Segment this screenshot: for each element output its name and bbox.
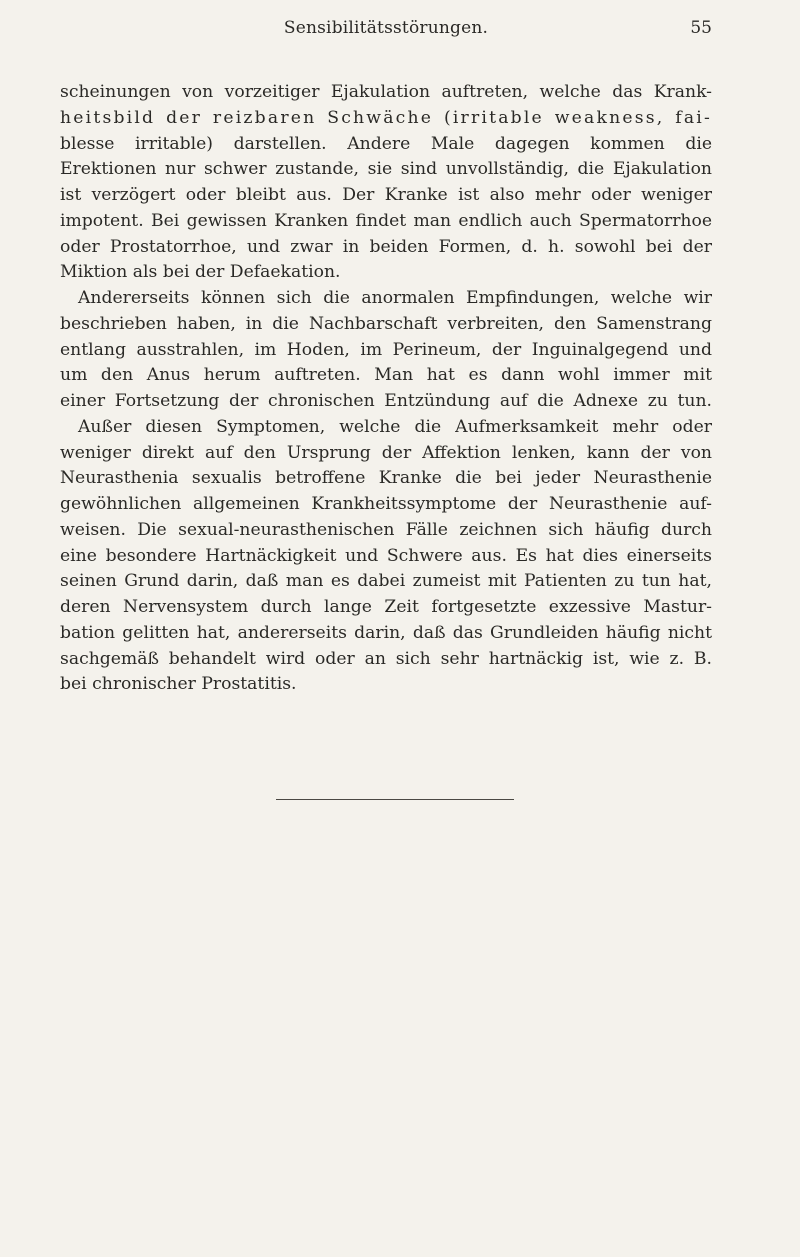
body-text: [60, 80, 712, 698]
text-line: impotent. Bei gewissen Kranken findet man endlich auch Spermatorrhoe: [60, 210, 712, 231]
text-line: beschrieben haben, in die Nachbarschaft verbreiten, den Samenstrang: [60, 313, 712, 334]
section-divider: [276, 799, 514, 800]
text-line: um den Anus herum auftreten. Man hat es dann wohl immer mit: [60, 365, 712, 386]
page-number: 55: [690, 18, 712, 38]
text-line: weisen. Die sexual-neurasthenischen Fälle zeichnen sich häufig durch: [60, 519, 712, 540]
text-line: weniger direkt auf den Ursprung der Affektion lenken, kann der von: [60, 442, 712, 463]
text-line: eine besondere Hartnäckigkeit und Schwere aus. Es hat dies einerseits: [60, 545, 712, 566]
text-line: Außer diesen Symptomen, welche die Aufmerksamkeit mehr oder: [78, 416, 712, 437]
text-line: bei chronischer Prostatitis.: [60, 674, 297, 695]
text-line: Neurasthenia sexualis betroffene Kranke die bei jeder Neurasthenie: [60, 468, 712, 489]
text-line: Erektionen nur schwer zustande, sie sind unvollständig, die Ejakulation: [60, 159, 712, 180]
text-line: sachgemäß behandelt wird oder an sich sehr hartnäckig ist, wie z. B.: [60, 648, 712, 669]
text-line: oder Prostatorrhoe, und zwar in beiden Formen, d. h. sowohl bei der: [60, 236, 712, 257]
text-line: entlang ausstrahlen, im Hoden, im Perineum, der Inguinalgegend und: [60, 339, 712, 360]
text-line: bation gelitten hat, andererseits darin, daß das Grundleiden häufig nicht: [60, 622, 712, 643]
text-line: scheinungen von vorzeitiger Ejakulation auftreten, welche das Krank-: [60, 82, 712, 102]
text-line: heitsbild der reizbaren Schwäche (irritable weakness, fai-: [60, 107, 712, 128]
text-line: ist verzögert oder bleibt aus. Der Kranke ist also mehr oder weniger: [60, 185, 712, 205]
text-line: seinen Grund darin, daß man es dabei zumeist mit Patienten zu tun hat,: [60, 571, 712, 592]
text-line: einer Fortsetzung der chronischen Entzündung auf die Adnexe zu tun.: [60, 391, 712, 411]
running-head: [60, 14, 712, 46]
running-title: Sensibilitätsstörungen.: [283, 18, 489, 38]
text-line: deren Nervensystem durch lange Zeit fortgesetzte exzessive Mastur-: [60, 597, 712, 617]
text-line: blesse irritable) darstellen. Andere Male dagegen kommen die: [60, 133, 712, 154]
text-line: Miktion als bei der Defaekation.: [60, 262, 341, 283]
text-line: Andererseits können sich die anormalen Empfindungen, welche wir: [78, 288, 712, 308]
text-line: gewöhnlichen allgemeinen Krankheitssymptome der Neurasthenie auf-: [60, 494, 712, 514]
